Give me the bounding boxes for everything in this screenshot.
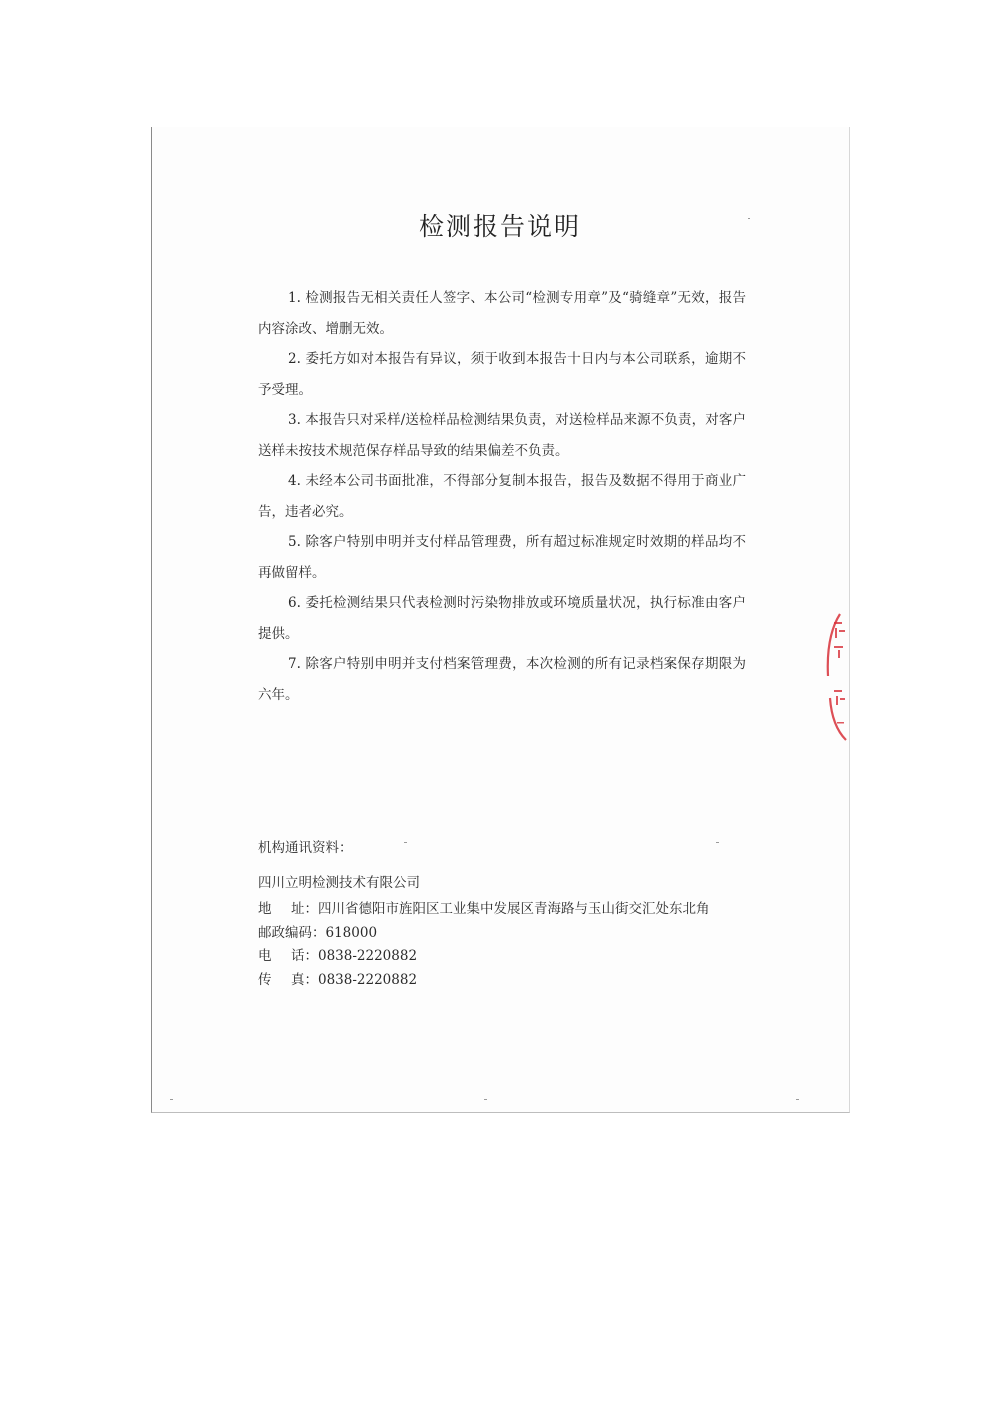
fax-value: 0838-2220882 [318,971,418,988]
note-item: 4. 未经本公司书面批准，不得部分复制本报告，报告及数据不得用于商业广告，违者必究。 [258,473,746,520]
page-title: 检测报告说明 [418,212,581,241]
address-label: 地 址： [258,901,318,917]
fax-label: 传 真： [258,971,318,988]
phone-value: 0838-2220882 [318,948,418,964]
scan-speck [796,1099,799,1100]
phone-row [258,945,758,969]
note-item: 1. 检测报告无相关责任人签字、本公司“检测专用章”及“骑缝章”无效，报告内容涂改、增删无效。 [258,290,746,337]
scan-speck [404,842,407,843]
postcode-label: 邮政编码： [258,924,326,941]
note-item: 3. 本报告只对采样/送检样品检测结果负责，对送检样品来源不负责，对客户送样未按技术规范保存样品导致的结果偏差不负责。 [258,412,746,459]
fax-row [258,969,758,993]
address-value: 四川省德阳市旌阳区工业集中发展区青海路与玉山街交汇处东北角 [318,901,710,917]
seal-glyph-mark [834,690,842,692]
scan-speck [748,218,750,219]
notes-list [258,283,746,710]
note-item: 7. 除客户特别申明并支付档案管理费，本次检测的所有记录档案保存期限为六年。 [258,656,746,703]
seal-glyph-mark [836,696,838,705]
note-item: 2. 委托方如对本报告有异议，须于收到本报告十日内与本公司联系，逾期不予受理。 [258,351,746,398]
scan-speck [170,1099,173,1100]
seal-glyph-mark [835,628,837,638]
note-item: 6. 委托检测结果只代表检测时污染物排放或环境质量状况，执行标准由客户提供。 [258,595,746,642]
note-item: 5. 除客户特别申明并支付样品管理费，所有超过标准规定时效期的样品均不再做留样。 [258,534,746,581]
seal-glyph-mark [840,698,845,700]
scan-speck [716,842,719,843]
phone-label: 电 话： [258,948,318,964]
postcode-value: 618000 [325,924,378,941]
postcode-row [258,922,758,946]
seal-glyph-mark [834,622,842,624]
contact-heading: 机构通讯资料： [258,840,353,856]
seal-glyph-mark [834,646,843,648]
seal-glyph-mark [837,722,844,724]
seal-stamp-fragment [822,606,848,746]
seal-glyph-mark [838,650,840,658]
contact-block [258,836,758,992]
address-row [258,898,758,922]
company-name: 四川立明检测技术有限公司 [258,875,420,891]
seal-glyph-mark [839,630,845,632]
scan-speck [484,1099,487,1100]
